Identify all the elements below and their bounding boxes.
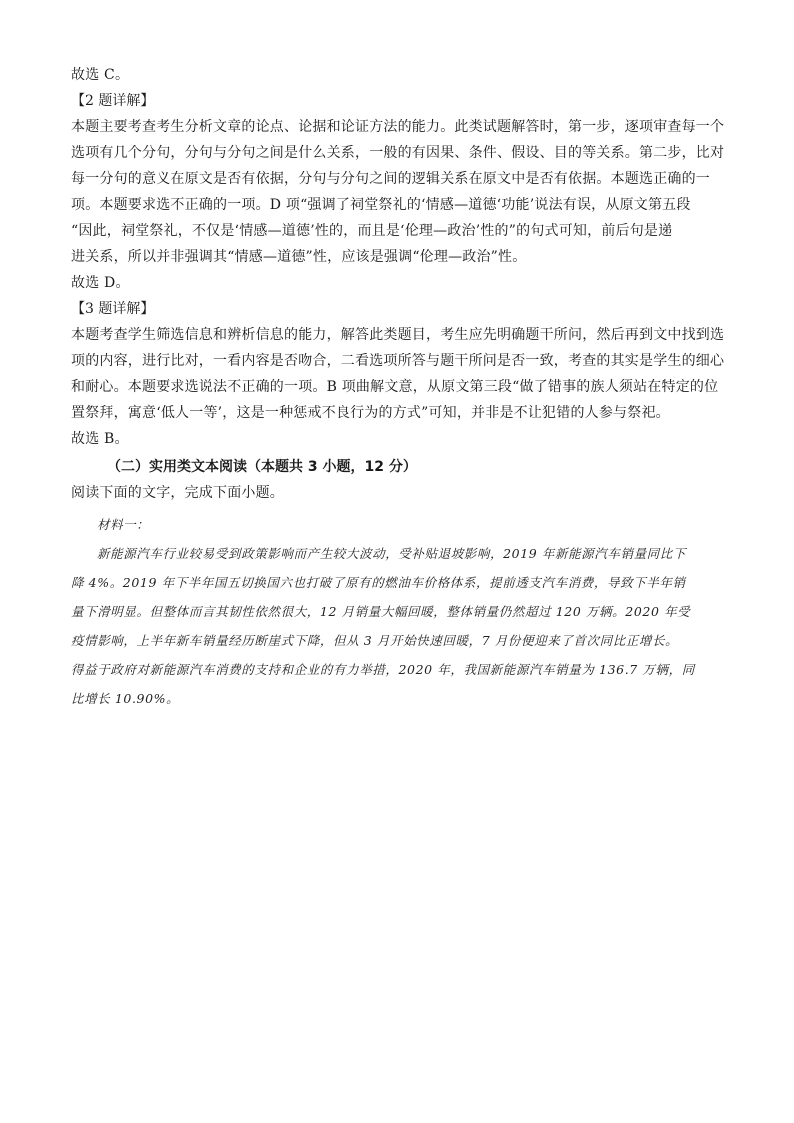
q3-heading: 【3 题详解】 [71,301,155,317]
material-block [71,510,721,713]
paragraph-line: 本题主要考查考生分析文章的论点、论据和论证方法的能力。此类试题解答时，第一步，逐项审查每一个 [71,119,725,135]
paragraph-line: 选项有几个分句，分句与分句之间是什么关系，一般的有因果、条件、假设、目的等关系。第二步，比对 [71,145,725,161]
paragraph-line: “因此，祠堂祭礼，不仅是‘情感—道德’性的，而且是‘伦理—政治’性的”的句式可知，前后句是递 [71,223,673,239]
q2-heading: 【2 题详解】 [71,93,155,109]
paragraph-line: 项的内容，进行比对，一看内容是否吻合，二看选项所答与题干所问是否一致，考查的其实是学生的细心 [71,353,725,369]
material-label: 材料一： [97,517,150,532]
material-line: 疫情影响，上半年新车销量经历断崖式下降，但从 3 月开始快速回暖，7 月份便迎来了首次同比正增长。 [71,633,679,648]
q2-answer-choice: 故选 D。 [71,275,130,291]
paragraph-line: 本题考查学生筛选信息和辨析信息的能力，解答此类题目，考生应先明确题干所问，然后再到文中找到选 [71,327,725,343]
q3-answer-choice: 故选 B。 [71,431,129,447]
paragraph-line: 进关系，所以并非强调其“情感—道德”性，应该是强调“伦理—政治”性。 [71,249,527,265]
q2-explanation [71,114,725,270]
q3-explanation [71,322,725,426]
section-title: （二）实用类文本阅读（本题共 3 小题，12 分） [107,459,417,475]
section-instruction: 阅读下面的文字，完成下面小题。 [71,485,284,501]
paragraph-line: 每一分句的意义在原文是否有依据，分句与分句之间的逻辑关系在原文中是否有依据。本题选正确的一 [71,171,710,187]
material-line: 比增长 10.90%。 [71,691,180,706]
document-page [71,62,725,713]
paragraph-line: 项。本题要求选不正确的一项。D 项“强调了祠堂祭礼的‘情感—道德‘功能’说法有误，从原文第五段 [71,197,691,213]
paragraph-line: 和耐心。本题要求选说法不正确的一项。B 项曲解文意，从原文第三段“做了错事的族人须站在特定的位 [71,379,719,395]
material-line: 降 4%。2019 年下半年国五切换国六也打破了原有的燃油车价格体系，提前透支汽车消费，导致下半年销 [71,575,686,590]
material-line: 新能源汽车行业较易受到政策影响而产生较大波动，受补贴退坡影响，2019 年新能源汽车销量同比下 [97,546,686,561]
material-line: 得益于政府对新能源汽车消费的支持和企业的有力举措，2020 年，我国新能源汽车销量为 136.7 万辆，同 [71,662,695,677]
q1-answer-choice: 故选 C。 [71,67,130,83]
material-line: 量下滑明显。但整体而言其韧性依然很大，12 月销量大幅回暖，整体销量仍然超过 120 万辆。2020 年受 [71,604,691,619]
paragraph-line: 置祭拜，寓意‘低人一等’，这是一种惩戒不良行为的方式”可知，并非是不让犯错的人参与祭祀。 [71,405,670,421]
